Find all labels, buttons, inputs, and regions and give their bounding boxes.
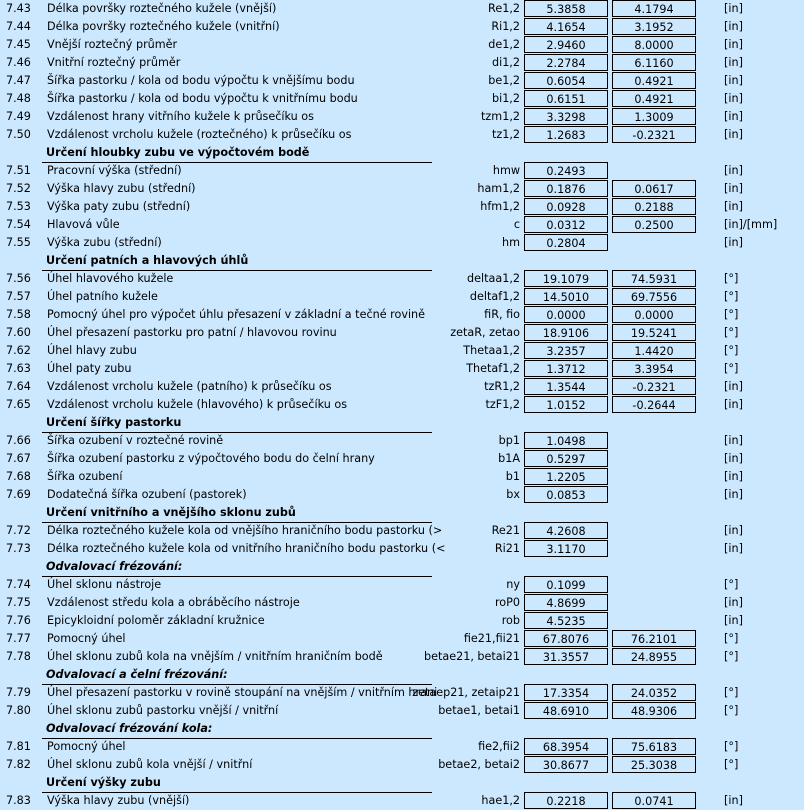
row-symbol: de1,2: [488, 38, 520, 51]
value-cell-1[interactable]: 0.1099: [524, 576, 608, 593]
row-description: Vzdálenost vrcholu kužele (roztečného) k průsečíku os: [47, 128, 352, 141]
value-cell-1[interactable]: 3.2357: [524, 342, 608, 359]
table-row: [0, 306, 804, 324]
row-description: Epicykloidní poloměr základní kružnice: [47, 614, 265, 627]
table-row: [0, 450, 804, 468]
table-row: [0, 162, 804, 180]
row-unit: [in]: [724, 380, 743, 393]
row-symbol: bi1,2: [491, 92, 520, 105]
row-number: 7.57: [6, 290, 31, 303]
table-row: [0, 396, 804, 414]
row-description: Úhel přesazení pastorku v rovině stoupání na vnějším / vnitřním hrani: [47, 686, 438, 699]
value-cell-1[interactable]: 1.2683: [524, 126, 608, 143]
row-description: Vnitřní roztečný průměr: [47, 56, 181, 69]
value-cell-1[interactable]: 0.2218: [524, 792, 608, 809]
row-symbol: betae21, betai21: [423, 650, 520, 663]
value-cell-1[interactable]: 0.2804: [524, 234, 608, 251]
row-description: Pomocný úhel: [47, 740, 126, 753]
row-symbol: Ri21: [494, 542, 520, 555]
row-description: Hlavová vůle: [47, 218, 120, 231]
row-number: 7.51: [6, 164, 31, 177]
table-row: [0, 792, 804, 810]
table-row: [0, 594, 804, 612]
value-cell-2[interactable]: 0.0617: [612, 180, 696, 197]
table-row: [0, 54, 804, 72]
value-cell-2[interactable]: -0.2321: [612, 378, 696, 395]
section-title: [42, 774, 432, 793]
row-description: Úhel paty zubu: [47, 362, 132, 375]
row-unit: [in]: [724, 398, 743, 411]
value-cell-1[interactable]: 67.8076: [524, 630, 608, 647]
table-row: [0, 126, 804, 144]
row-unit: [°]: [724, 704, 739, 717]
row-number: 7.63: [6, 362, 31, 375]
row-symbol: bx: [506, 488, 520, 501]
value-cell-2[interactable]: 1.3009: [612, 108, 696, 125]
table-row: [0, 234, 804, 252]
section-title-text: Určení výšky zubu: [46, 776, 161, 789]
value-cell-2[interactable]: 0.0000: [612, 306, 696, 323]
section-title-text: Odvalovací a čelní frézování:: [46, 668, 228, 681]
value-cell-1[interactable]: 0.5297: [524, 450, 608, 467]
value-cell-2[interactable]: 3.3954: [612, 360, 696, 377]
value-cell-1[interactable]: 31.3557: [524, 648, 608, 665]
subsection-title: [42, 666, 432, 685]
row-description: Výška hlavy zubu (vnější): [47, 794, 190, 807]
row-unit: [°]: [724, 362, 739, 375]
section-title-text: Odvalovací frézování kola:: [46, 722, 213, 735]
row-number: 7.66: [6, 434, 31, 447]
row-unit: [in]: [724, 74, 743, 87]
value-cell-2[interactable]: 25.3038: [612, 756, 696, 773]
row-symbol: deltaf1,2: [469, 290, 520, 303]
table-row: [0, 342, 804, 360]
row-symbol: hfm1,2: [480, 200, 520, 213]
row-description: Šířka pastorku / kola od bodu výpočtu k vnitřnímu bodu: [47, 92, 358, 105]
row-number: 7.78: [6, 650, 31, 663]
value-cell-1[interactable]: 1.3544: [524, 378, 608, 395]
row-number: 7.53: [6, 200, 31, 213]
row-description: Úhel sklonu zubů kola vnější / vnitřní: [47, 758, 253, 771]
value-cell-1[interactable]: 17.3354: [524, 684, 608, 701]
row-number: 7.43: [6, 2, 31, 15]
table-row: [0, 630, 804, 648]
table-row: [0, 270, 804, 288]
row-unit: [in]: [724, 38, 743, 51]
section-title-text: Určení hloubky zubu ve výpočtovém bodě: [46, 146, 310, 159]
row-description: Šířka ozubení v roztečné rovině: [47, 434, 224, 447]
value-cell-1[interactable]: 1.2205: [524, 468, 608, 485]
row-description: Délka roztečného kužele kola od vnějšího hraničního bodu pastorku (>: [47, 524, 443, 537]
value-cell-2[interactable]: 24.8955: [612, 648, 696, 665]
value-cell-1[interactable]: 0.6151: [524, 90, 608, 107]
section-title-text: Určení patních a hlavových úhlů: [46, 254, 249, 267]
row-symbol: tz1,2: [491, 128, 520, 141]
row-symbol: fiR, fio: [484, 308, 520, 321]
value-cell-1[interactable]: 2.2784: [524, 54, 608, 71]
value-cell-2[interactable]: 0.0741: [612, 792, 696, 809]
row-symbol: hae1,2: [481, 794, 520, 807]
row-number: 7.52: [6, 182, 31, 195]
section-header-row: [0, 774, 804, 792]
row-number: 7.76: [6, 614, 31, 627]
row-description: Výška zubu (střední): [47, 236, 162, 249]
value-cell-2[interactable]: 0.4921: [612, 90, 696, 107]
value-cell-1[interactable]: 4.5235: [524, 612, 608, 629]
row-symbol: fie21,fii21: [463, 632, 520, 645]
row-unit: [in]: [724, 182, 743, 195]
table-row: [0, 612, 804, 630]
table-row: [0, 90, 804, 108]
row-number: 7.60: [6, 326, 31, 339]
section-title-text: Určení vnitřního a vnějšího sklonu zubů: [46, 506, 296, 519]
value-cell-2[interactable]: 8.0000: [612, 36, 696, 53]
table-row: [0, 540, 804, 558]
row-description: Pomocný úhel pro výpočet úhlu přesazení v základní a tečné rovině: [47, 308, 426, 321]
row-description: Pracovní výška (střední): [47, 164, 182, 177]
row-symbol: roP0: [494, 596, 520, 609]
value-cell-1[interactable]: 19.1079: [524, 270, 608, 287]
row-number: 7.68: [6, 470, 31, 483]
row-symbol: Thetaa1,2: [463, 344, 520, 357]
value-cell-1[interactable]: 0.0312: [524, 216, 608, 233]
table-row: [0, 72, 804, 90]
section-title-text: Odvalovací frézování:: [46, 560, 183, 573]
row-symbol: hm: [502, 236, 520, 249]
table-row: [0, 684, 804, 702]
table-row: [0, 702, 804, 720]
value-cell-2[interactable]: 75.6183: [612, 738, 696, 755]
row-symbol: deltaa1,2: [467, 272, 520, 285]
row-number: 7.54: [6, 218, 31, 231]
table-row: [0, 18, 804, 36]
row-symbol: Re1,2: [488, 2, 520, 15]
row-description: Úhel hlavy zubu: [47, 344, 137, 357]
row-number: 7.50: [6, 128, 31, 141]
row-unit: [°]: [724, 578, 739, 591]
row-symbol: tzm1,2: [481, 110, 520, 123]
value-cell-2[interactable]: 1.4420: [612, 342, 696, 359]
row-symbol: zetaep21, zetaip21: [412, 686, 520, 699]
row-description: Úhel sklonu zubů kola na vnějším / vnitřním hraničním bodě: [47, 650, 383, 663]
table-row: [0, 486, 804, 504]
table-row: [0, 198, 804, 216]
table-row: [0, 756, 804, 774]
row-unit: [°]: [724, 272, 739, 285]
section-header-row: [0, 558, 804, 576]
row-description: Úhel patního kužele: [47, 290, 158, 303]
row-symbol: di1,2: [491, 56, 520, 69]
value-cell-2[interactable]: 74.5931: [612, 270, 696, 287]
table-row: [0, 216, 804, 234]
table-row: [0, 324, 804, 342]
row-number: 7.83: [6, 794, 31, 807]
row-symbol: b1: [505, 470, 520, 483]
row-unit: [in]: [724, 470, 743, 483]
row-symbol: c: [513, 218, 520, 231]
row-number: 7.48: [6, 92, 31, 105]
row-number: 7.72: [6, 524, 31, 537]
row-symbol: rob: [501, 614, 520, 627]
value-cell-1[interactable]: 5.3858: [524, 0, 608, 17]
row-description: Výška paty zubu (střední): [47, 200, 191, 213]
section-title: [42, 144, 432, 163]
row-number: 7.79: [6, 686, 31, 699]
row-number: 7.69: [6, 488, 31, 501]
row-number: 7.58: [6, 308, 31, 321]
value-cell-1[interactable]: 0.2493: [524, 162, 608, 179]
value-cell-1[interactable]: 1.0498: [524, 432, 608, 449]
row-number: 7.46: [6, 56, 31, 69]
row-description: Délka roztečného kužele kola od vnitřního hraničního bodu pastorku (<: [47, 542, 446, 555]
row-unit: [in]: [724, 56, 743, 69]
row-number: 7.62: [6, 344, 31, 357]
row-number: 7.65: [6, 398, 31, 411]
row-description: Šířka ozubení pastorku z výpočtového bodu do čelní hrany: [47, 452, 375, 465]
row-symbol: betae1, betai1: [438, 704, 520, 717]
table-row: [0, 180, 804, 198]
row-number: 7.77: [6, 632, 31, 645]
row-symbol: ham1,2: [477, 182, 520, 195]
row-symbol: be1,2: [488, 74, 520, 87]
subsection-title: [42, 720, 432, 739]
row-unit: [in]: [724, 488, 743, 501]
row-description: Šířka pastorku / kola od bodu výpočtu k vnějšímu bodu: [47, 74, 355, 87]
row-description: Délka površky roztečného kužele (vnitřní): [47, 20, 280, 33]
value-cell-1[interactable]: 4.1654: [524, 18, 608, 35]
subsection-title: [42, 558, 432, 577]
row-unit: [in]: [724, 20, 743, 33]
value-cell-1[interactable]: 18.9106: [524, 324, 608, 341]
value-cell-2[interactable]: 0.4921: [612, 72, 696, 89]
table-row: [0, 522, 804, 540]
row-unit: [in]: [724, 596, 743, 609]
value-cell-1[interactable]: 0.1876: [524, 180, 608, 197]
row-unit: [in]: [724, 164, 743, 177]
value-cell-2[interactable]: 48.9306: [612, 702, 696, 719]
row-description: Dodatečná šířka ozubení (pastorek): [47, 488, 247, 501]
row-unit: [in]: [724, 524, 743, 537]
row-number: 7.49: [6, 110, 31, 123]
row-unit: [in]: [724, 236, 743, 249]
value-cell-1[interactable]: 14.5010: [524, 288, 608, 305]
section-header-row: [0, 252, 804, 270]
row-unit: [in]: [724, 614, 743, 627]
row-unit: [in]: [724, 794, 743, 807]
value-cell-2[interactable]: 3.1952: [612, 18, 696, 35]
row-unit: [°]: [724, 758, 739, 771]
section-title: [42, 252, 432, 271]
row-description: Vzdálenost vrcholu kužele (patního) k průsečíku os: [47, 380, 332, 393]
section-header-row: [0, 666, 804, 684]
row-number: 7.80: [6, 704, 31, 717]
table-row: [0, 36, 804, 54]
row-number: 7.73: [6, 542, 31, 555]
row-description: Výška hlavy zubu (střední): [47, 182, 196, 195]
value-cell-2[interactable]: 0.2188: [612, 198, 696, 215]
row-description: Úhel hlavového kužele: [47, 272, 174, 285]
value-cell-2[interactable]: 76.2101: [612, 630, 696, 647]
row-symbol: b1A: [498, 452, 520, 465]
table-row: [0, 108, 804, 126]
value-cell-1[interactable]: 48.6910: [524, 702, 608, 719]
value-cell-1[interactable]: 4.2608: [524, 522, 608, 539]
row-description: Vzdálenost středu kola a obráběcího nástroje: [47, 596, 300, 609]
table-row: [0, 378, 804, 396]
table-row: [0, 0, 804, 18]
row-symbol: betae2, betai2: [438, 758, 520, 771]
row-number: 7.64: [6, 380, 31, 393]
row-unit: [°]: [724, 326, 739, 339]
row-unit: [°]: [724, 686, 739, 699]
value-cell-2[interactable]: 0.2500: [612, 216, 696, 233]
value-cell-1[interactable]: 4.8699: [524, 594, 608, 611]
row-symbol: hmw: [492, 164, 520, 177]
row-description: Úhel sklonu zubů pastorku vnější / vnitřní: [47, 704, 279, 717]
table-row: [0, 360, 804, 378]
row-number: 7.75: [6, 596, 31, 609]
row-unit: [°]: [724, 650, 739, 663]
value-cell-1[interactable]: 3.3298: [524, 108, 608, 125]
section-header-row: [0, 504, 804, 522]
row-description: Pomocný úhel: [47, 632, 126, 645]
value-cell-1[interactable]: 3.1170: [524, 540, 608, 557]
row-unit: [in]: [724, 128, 743, 141]
table-row: [0, 576, 804, 594]
value-cell-1[interactable]: 30.8677: [524, 756, 608, 773]
row-unit: [in]: [724, 2, 743, 15]
row-number: 7.47: [6, 74, 31, 87]
row-number: 7.55: [6, 236, 31, 249]
row-unit: [in]: [724, 110, 743, 123]
section-header-row: [0, 414, 804, 432]
table-row: [0, 288, 804, 306]
row-unit: [in]: [724, 92, 743, 105]
value-cell-1[interactable]: 0.6054: [524, 72, 608, 89]
row-symbol: tzF1,2: [485, 398, 520, 411]
row-description: Vzdálenost hrany vitřního kužele k průsečíku os: [47, 110, 314, 123]
row-number: 7.81: [6, 740, 31, 753]
row-unit: [in]: [724, 542, 743, 555]
row-unit: [°]: [724, 740, 739, 753]
section-title-text: Určení šířky pastorku: [46, 416, 182, 429]
row-unit: [in]/[mm]: [724, 218, 778, 231]
row-number: 7.82: [6, 758, 31, 771]
row-number: 7.45: [6, 38, 31, 51]
value-cell-1[interactable]: 0.0928: [524, 198, 608, 215]
value-cell-1[interactable]: 1.3712: [524, 360, 608, 377]
value-cell-1[interactable]: 2.9460: [524, 36, 608, 53]
row-unit: [in]: [724, 434, 743, 447]
row-unit: [in]: [724, 452, 743, 465]
value-cell-2[interactable]: 6.1160: [612, 54, 696, 71]
row-unit: [°]: [724, 290, 739, 303]
row-number: 7.44: [6, 20, 31, 33]
row-symbol: tzR1,2: [484, 380, 520, 393]
value-cell-1[interactable]: 0.0000: [524, 306, 608, 323]
row-description: Délka površky roztečného kužele (vnější): [47, 2, 277, 15]
value-cell-1[interactable]: 1.0152: [524, 396, 608, 413]
row-symbol: Re21: [491, 524, 520, 537]
row-symbol: Thetaf1,2: [466, 362, 520, 375]
section-header-row: [0, 720, 804, 738]
value-cell-2[interactable]: -0.2644: [612, 396, 696, 413]
table-row: [0, 432, 804, 450]
row-number: 7.74: [6, 578, 31, 591]
row-description: Úhel přesazení pastorku pro patní / hlavovou rovinu: [47, 326, 337, 339]
row-number: 7.67: [6, 452, 31, 465]
table-row: [0, 738, 804, 756]
section-header-row: [0, 144, 804, 162]
row-description: Vnější roztečný průměr: [47, 38, 178, 51]
section-title: [42, 504, 432, 523]
value-cell-1[interactable]: 0.0853: [524, 486, 608, 503]
row-symbol: fie2,fii2: [478, 740, 520, 753]
row-unit: [in]: [724, 200, 743, 213]
row-number: 7.56: [6, 272, 31, 285]
value-cell-2[interactable]: 69.7556: [612, 288, 696, 305]
value-cell-2[interactable]: 4.1794: [612, 0, 696, 17]
row-unit: [°]: [724, 308, 739, 321]
row-symbol: ny: [506, 578, 520, 591]
row-unit: [°]: [724, 632, 739, 645]
row-symbol: zetaR, zetao: [450, 326, 520, 339]
section-title: [42, 414, 432, 433]
table-row: [0, 468, 804, 486]
table-row: [0, 648, 804, 666]
row-description: Úhel sklonu nástroje: [47, 578, 162, 591]
value-cell-2[interactable]: 19.5241: [612, 324, 696, 341]
row-description: Šířka ozubení: [47, 470, 123, 483]
row-symbol: Ri1,2: [491, 20, 520, 33]
value-cell-2[interactable]: 24.0352: [612, 684, 696, 701]
row-description: Vzdálenost vrcholu kužele (hlavového) k průsečíku os: [47, 398, 348, 411]
value-cell-2[interactable]: -0.2321: [612, 126, 696, 143]
row-symbol: bp1: [498, 434, 520, 447]
row-unit: [°]: [724, 344, 739, 357]
value-cell-1[interactable]: 68.3954: [524, 738, 608, 755]
